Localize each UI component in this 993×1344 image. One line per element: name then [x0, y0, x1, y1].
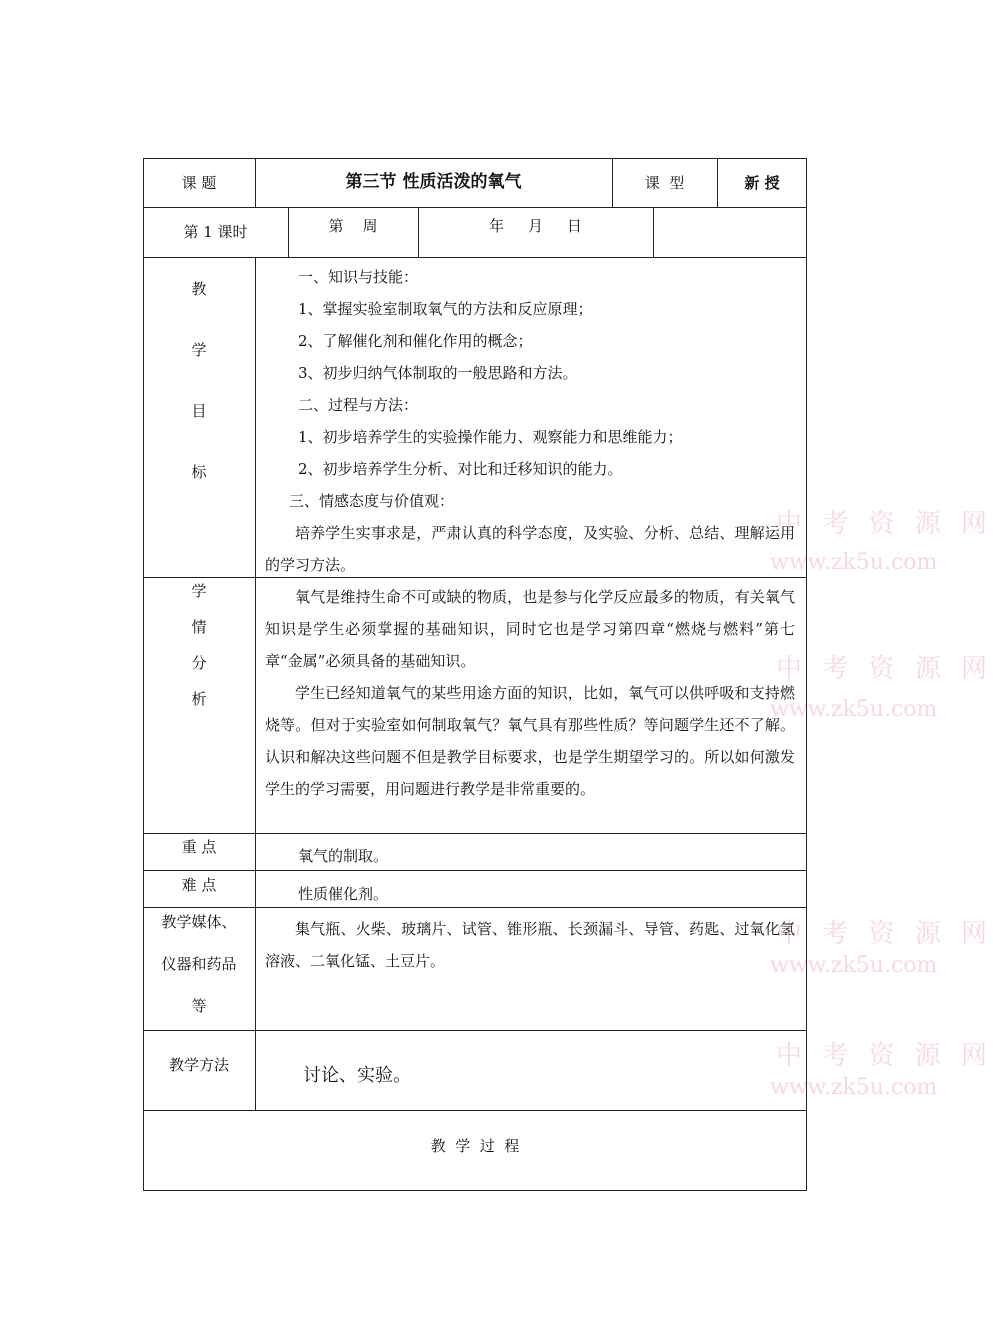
key-point-label: 重 点: [181, 838, 217, 856]
media-label-line: 仪器和药品: [161, 955, 237, 973]
difficulty-value: 性质催化剂。: [298, 885, 389, 903]
media-label-line: 等: [191, 997, 207, 1015]
watermark-text: 中 考 资 源 网: [776, 919, 993, 949]
analysis-paragraph-1: 氧气是维持生命不可或缺的物质，也是参与化学反应最多的物质，有关氧气知识是学生必须掌握的基础知识，同时它也是学习第四章“燃烧与燃料”第七章“金属”必须具备的基础知识。: [265, 588, 795, 670]
watermark-url: www.zk5u.com: [770, 697, 938, 722]
objective-line: 二、过程与方法：: [298, 396, 419, 414]
objectives-attitude-paragraph: 培养学生实事求是，严肃认真的科学态度，及实验、分析、总结、理解运用的学习方法。: [265, 524, 795, 574]
analysis-paragraph-2: 学生已经知道氧气的某些用途方面的知识，比如，氧气可以供呼吸和支持燃烧等。但对于实验室如何制取氧气？氧气具有那些性质？等问题学生还不了解。认识和解决这些问题不但是教学目标要求，也是学生期望学习的。所以如何激发学生的学习需要，用问题进行教学是非常重要的。: [265, 684, 795, 798]
objectives-label-char: 标: [191, 463, 207, 481]
analysis-label-char: 分: [191, 654, 207, 672]
objective-line: 2、初步培养学生分析、对比和迁移知识的能力。: [298, 460, 623, 478]
analysis-label-char: 情: [191, 618, 207, 636]
analysis-label-char: 析: [191, 690, 207, 708]
method-value: 讨论、实验。: [303, 1065, 411, 1086]
objective-line: 1、初步培养学生的实验操作能力、观察能力和思维能力；: [298, 428, 683, 446]
objective-line: 一、知识与技能：: [298, 268, 419, 286]
teaching-process-heading: 教 学 过 程: [430, 1137, 520, 1155]
watermark-text: 中 考 资 源 网: [776, 509, 993, 539]
objectives-label-char: 教: [191, 280, 207, 298]
period-cell: 第 1 课时: [183, 223, 248, 241]
lesson-title: 第三节 性质活泼的氧气: [345, 172, 522, 192]
watermark-text: 中 考 资 源 网: [776, 1041, 993, 1071]
objective-line: 3、初步归纳气体制取的一般思路和方法。: [298, 364, 578, 382]
watermark-url: www.zk5u.com: [770, 1075, 938, 1100]
analysis-label-char: 学: [191, 582, 207, 600]
date-cell: 年 月 日: [489, 217, 582, 235]
objective-line: 1、掌握实验室制取氧气的方法和反应原理；: [298, 300, 593, 318]
difficulty-label: 难 点: [181, 876, 217, 894]
objectives-list: [289, 261, 798, 517]
method-label: 教学方法: [168, 1056, 229, 1074]
watermark-url: www.zk5u.com: [770, 550, 938, 575]
watermark-text: 中 考 资 源 网: [776, 654, 993, 684]
topic-label: 课 题: [181, 174, 217, 192]
media-value: 集气瓶、火柴、玻璃片、试管、锥形瓶、长颈漏斗、导管、药匙、过氧化氢溶液、二氧化锰、土豆片。: [265, 920, 795, 970]
week-cell: 第 周: [328, 217, 378, 235]
media-label-line: 教学媒体、: [161, 913, 237, 931]
watermark-url: www.zk5u.com: [770, 953, 938, 978]
objective-line: 三、情感态度与价值观：: [289, 492, 455, 510]
objectives-label-char: 目: [191, 402, 207, 420]
objectives-label-char: 学: [191, 341, 207, 359]
objective-line: 2、了解催化剂和催化作用的概念；: [298, 332, 533, 350]
key-point-value: 氧气的制取。: [298, 847, 389, 865]
lesson-type-value: 新 授: [744, 174, 780, 192]
lesson-type-label: 课 型: [644, 174, 685, 192]
